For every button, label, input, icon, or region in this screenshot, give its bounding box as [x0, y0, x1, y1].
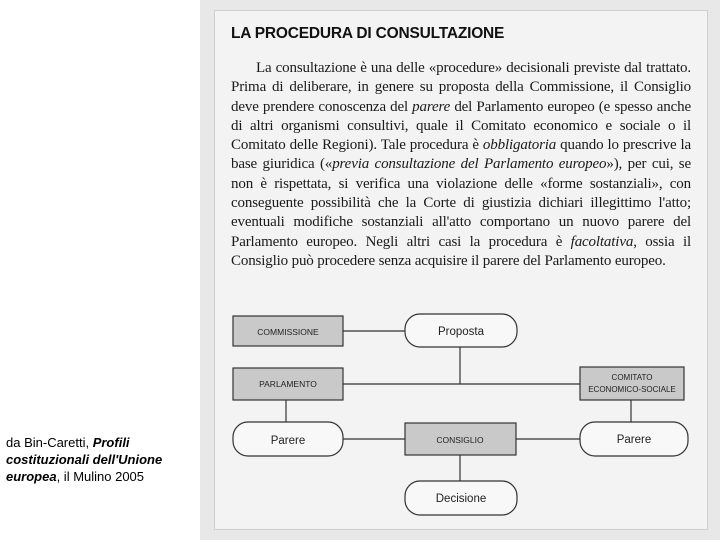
parere-left-label: Parere — [270, 435, 306, 447]
paragraph-italic-run: parere — [412, 98, 451, 115]
paragraph-italic-run: obbligatoria — [482, 137, 557, 154]
consiglio-label: CONSIGLIO — [436, 435, 484, 445]
consultation-flow-diagram — [215, 11, 707, 529]
comitato-label-line2: ECONOMICO-SOCIALE — [588, 385, 676, 394]
paragraph-run: quando lo prescrive la base giuridica (« — [231, 137, 692, 173]
comitato-box — [580, 367, 684, 400]
caption-suffix: , il Mulino 2005 — [56, 469, 145, 484]
caption-prefix: da Bin-Caretti, — [6, 435, 93, 450]
proposta-label: Proposta — [437, 326, 485, 338]
paragraph-run: »), per cui, se non è rispettata, si verifica una violazione delle «forme sostanziali», con conseguente possibilità che la Corte di giustizia dichiari illegittimo l'atto; eventuali modifiche sostanziali all'atto comportano un nuovo parere del Parlamento europeo. Negli altri casi la procedura è — [231, 156, 691, 250]
parlamento-label: PARLAMENTO — [259, 379, 317, 389]
scanned-page — [200, 0, 720, 540]
document-title: LA PROCEDURA DI CONSULTAZIONE — [231, 25, 505, 42]
caption-book-title: Profili costituzionali dell'Unione europea — [6, 435, 163, 484]
decisione-label: Decisione — [435, 493, 487, 505]
comitato-label-line1: COMITATO — [611, 373, 653, 382]
commissione-label: COMMISSIONE — [257, 327, 319, 337]
source-caption — [6, 434, 196, 485]
connector-lines — [286, 331, 631, 481]
paragraph-run: , ossia il Consiglio può procedere senza acquisire il parere del Parlamento europeo. — [231, 233, 691, 269]
paragraph-italic-run: previa consultazione del Parlamento europeo — [332, 156, 607, 173]
parere-right-label: Parere — [616, 434, 652, 446]
paragraph-run: del Parlamento europeo (e spesso anche di altri organismi consultivi, quale il Comitato economico e sociale o il Comitato delle Regioni). Tale procedura è — [231, 98, 691, 154]
left-pane — [0, 0, 200, 540]
paper-sheet — [214, 10, 708, 530]
paragraph-run: La consultazione è una delle «procedure» decisionali previste dal trattato. Prima di deliberare, in genere su proposta della Commissione, il Consiglio deve prendere conoscenza del — [231, 60, 691, 115]
paragraph-italic-run: facoltativa — [570, 233, 634, 250]
